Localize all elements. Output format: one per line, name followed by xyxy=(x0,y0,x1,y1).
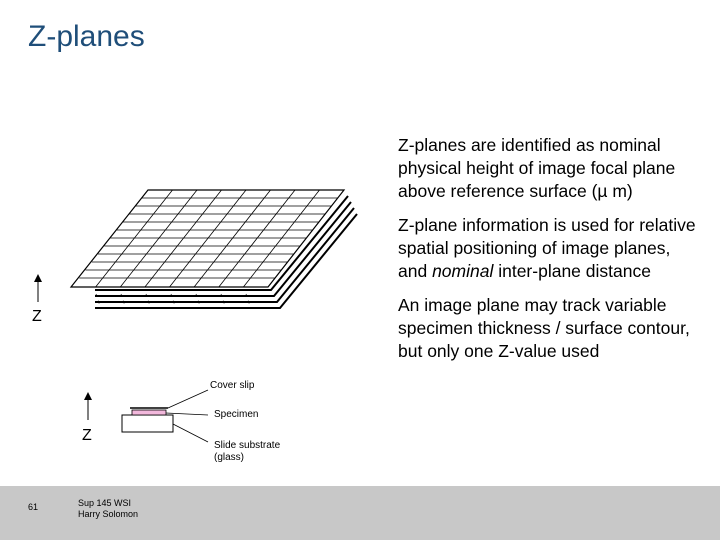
footer-note xyxy=(78,498,138,520)
footer-line-1: Sup 145 WSI xyxy=(78,498,132,508)
footer-line-2: Harry Solomon xyxy=(78,509,139,519)
bullet-3: An image plane may track variable specimen thickness / surface contour, but only one Z-value used xyxy=(398,295,690,361)
slide-substrate-sublabel: (glass) xyxy=(214,452,245,463)
z-label-top: Z xyxy=(32,308,42,325)
z-arrow-top xyxy=(34,274,42,302)
slide-cross-section xyxy=(122,390,208,442)
specimen-layer xyxy=(132,410,166,415)
slide-substrate xyxy=(122,415,173,432)
bullet-list xyxy=(398,134,698,374)
cover-slip-label: Cover slip xyxy=(210,380,255,391)
z-arrow-bottom xyxy=(84,392,92,420)
footer-bar xyxy=(0,486,720,540)
top-grid-plane xyxy=(71,190,344,287)
z-label-bottom: Z xyxy=(82,427,92,444)
bullet-2: Z-plane information is used for relative spatial positioning of image planes, and nominal inter-plane distance xyxy=(398,215,696,281)
slide-number: 61 xyxy=(28,502,39,512)
slide-substrate-label: Slide substrate xyxy=(214,440,281,451)
slide-title: Z-planes xyxy=(28,20,145,53)
bullet-1: Z-planes are identified as nominal physical height of image focal plane above reference surface (µ m) xyxy=(398,135,676,201)
bullet-2-emphasis: nominal xyxy=(432,261,494,281)
specimen-label: Specimen xyxy=(214,409,259,420)
plane-stack xyxy=(95,196,357,308)
